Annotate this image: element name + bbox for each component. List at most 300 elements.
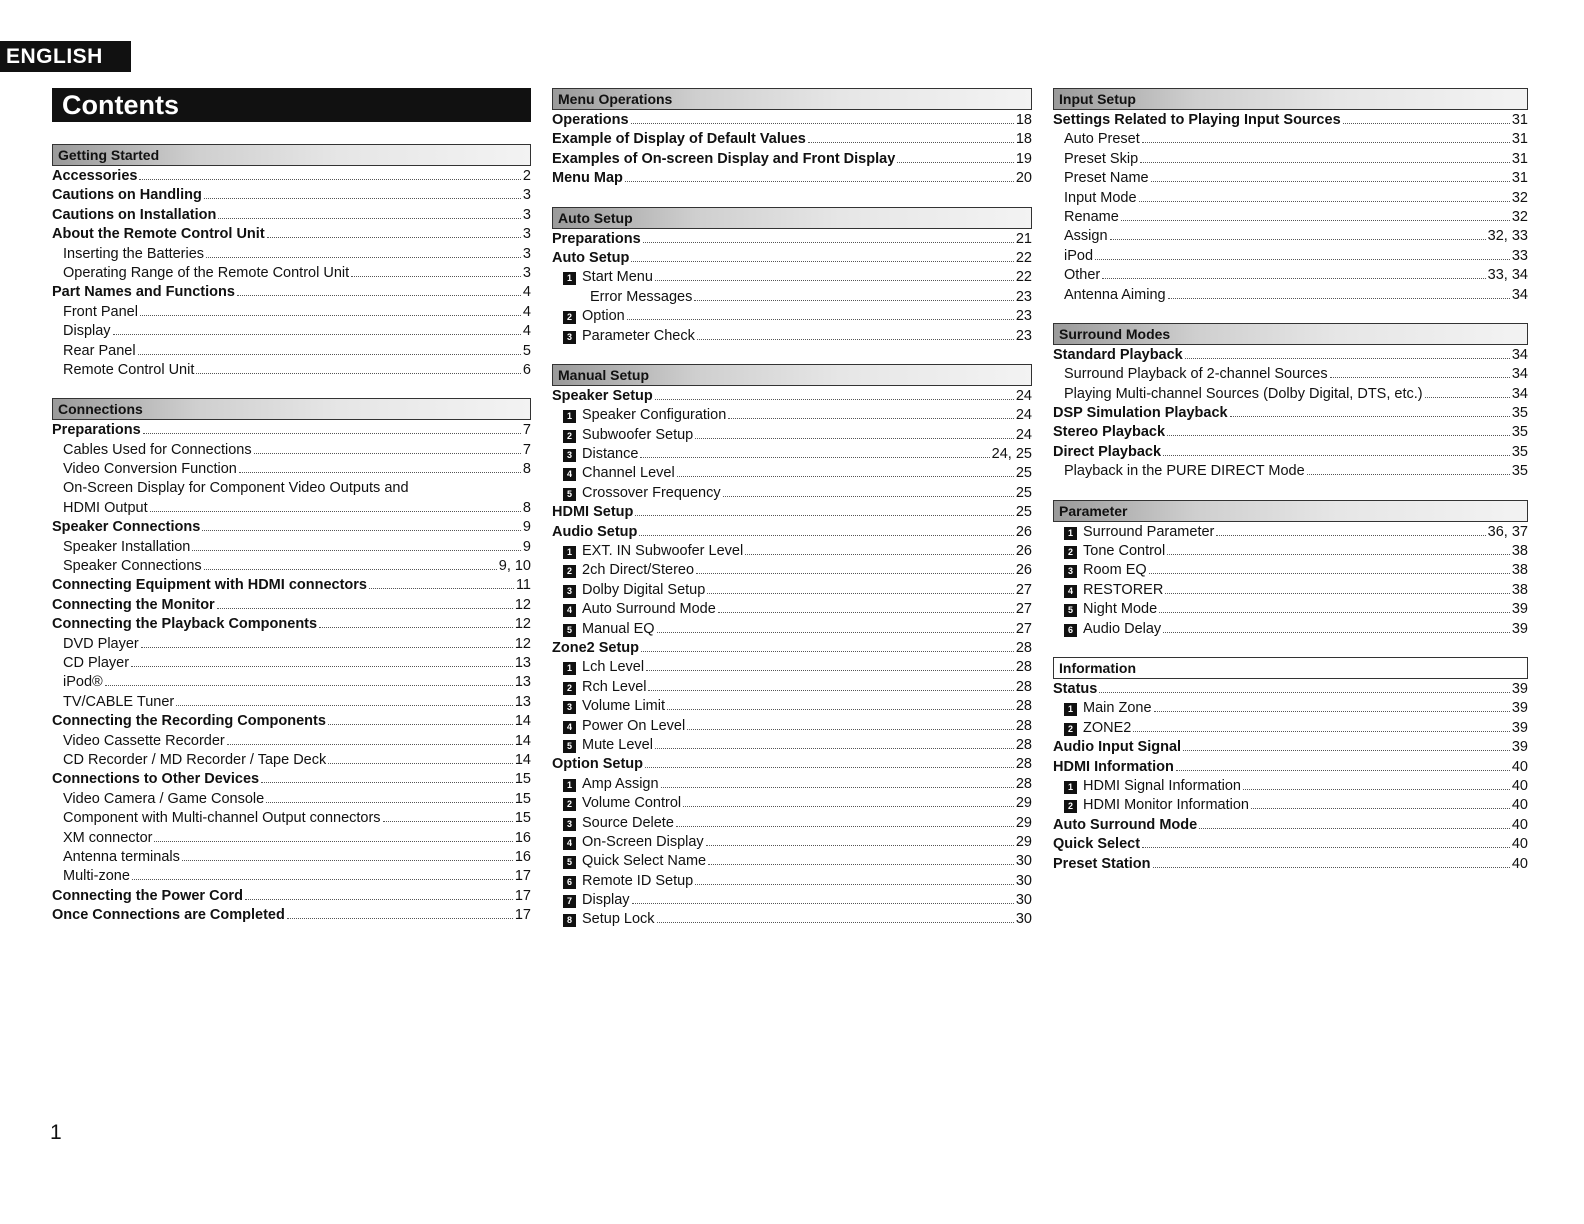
section-heading: Connections — [52, 398, 531, 420]
dot-leader — [640, 446, 989, 458]
toc-entry-label: Volume Limit — [582, 698, 666, 715]
toc-entry-page: 38 — [1511, 543, 1528, 560]
toc-entry — [52, 226, 531, 245]
toc-entry — [552, 543, 1032, 562]
toc-entry-label: Zone2 Setup — [552, 639, 640, 656]
dot-leader — [217, 597, 513, 609]
item-number-badge: 1 — [1064, 703, 1077, 716]
toc-entry — [552, 269, 1032, 288]
toc-entry-page: 13 — [514, 693, 531, 710]
toc-entry-label: TV/CABLE Tuner — [63, 693, 175, 710]
toc-entry-page: 33 — [1511, 247, 1528, 264]
toc-entry-label: Audio Delay — [1083, 620, 1162, 637]
dot-leader — [1095, 248, 1510, 260]
toc-entry — [1053, 267, 1528, 286]
toc-entry-page: 21 — [1015, 230, 1032, 247]
toc-entry-page: 3 — [522, 264, 531, 281]
toc-entry-label: HDMI Monitor Information — [1083, 797, 1249, 814]
toc-entry-label: Speaker Installation — [63, 538, 191, 555]
dot-leader — [1183, 739, 1510, 751]
toc-entry-label: DSP Simulation Playback — [1053, 405, 1228, 422]
toc-entry-label: Connections to Other Devices — [52, 771, 260, 788]
toc-entry — [52, 868, 531, 887]
toc-entry-page: 28 — [1015, 698, 1032, 715]
toc-entry-page: 28 — [1015, 678, 1032, 695]
toc-entry-label: Remote Control Unit — [63, 361, 195, 378]
toc-entry-label: Option Setup — [552, 756, 644, 773]
toc-entry-label: HDMI Output — [63, 499, 148, 516]
toc-entry — [1053, 543, 1528, 562]
toc-entry — [552, 776, 1032, 795]
toc-entry-page: 5 — [522, 342, 531, 359]
dot-leader — [202, 519, 521, 531]
toc-entry-page: 16 — [514, 848, 531, 865]
section-menu-operations — [552, 88, 1032, 190]
dot-leader — [655, 388, 1014, 400]
toc-entry-label: Cautions on Installation — [52, 206, 217, 223]
toc-entry-label: Source Delete — [582, 814, 674, 831]
toc-entry — [1053, 209, 1528, 228]
dot-leader — [728, 407, 1014, 419]
dot-leader — [227, 733, 513, 745]
item-number-badge: 2 — [563, 430, 576, 443]
dot-leader — [150, 500, 521, 512]
toc-entry-page: 40 — [1511, 836, 1528, 853]
toc-entry-label: 2ch Direct/Stereo — [582, 562, 695, 579]
toc-entry-label: Connecting the Recording Components — [52, 713, 326, 730]
dot-leader — [643, 231, 1014, 243]
toc-entry-page: 4 — [522, 323, 531, 340]
toc-entry-label: Mute Level — [582, 736, 653, 753]
toc-entry-label: Auto Preset — [1064, 131, 1140, 148]
item-number-badge: 2 — [1064, 546, 1077, 559]
toc-entry-label: Error Messages — [590, 288, 693, 305]
toc-entry — [52, 636, 531, 655]
dot-leader — [1121, 209, 1510, 221]
toc-entry — [1053, 386, 1528, 405]
toc-entry-label: Playing Multi-channel Sources (Dolby Digital, DTS, etc.) — [1064, 385, 1423, 402]
toc-entry-page: 26 — [1015, 562, 1032, 579]
toc-entry-label: Stereo Playback — [1053, 424, 1166, 441]
dot-leader — [1216, 524, 1485, 536]
toc-entry-label: Speaker Connections — [63, 558, 202, 575]
item-number-badge: 4 — [563, 837, 576, 850]
toc-entry-page: 38 — [1511, 562, 1528, 579]
toc-entry-page: 28 — [1015, 639, 1032, 656]
toc-entry — [52, 168, 531, 187]
toc-entry-label: Cautions on Handling — [52, 187, 202, 204]
toc-entry — [552, 446, 1032, 465]
toc-entry — [52, 830, 531, 849]
toc-entry — [52, 674, 531, 693]
toc-entry-page: 35 — [1511, 443, 1528, 460]
toc-entry-label: About the Remote Control Unit — [52, 226, 265, 243]
toc-entry-page: 28 — [1015, 717, 1032, 734]
dot-leader — [635, 504, 1014, 516]
dot-leader — [1102, 267, 1485, 279]
toc-entry — [1053, 366, 1528, 385]
dot-leader — [706, 834, 1014, 846]
toc-entry-label: Quick Select Name — [582, 853, 707, 870]
dot-leader — [657, 911, 1014, 923]
toc-entry-label: Accessories — [52, 168, 138, 184]
dot-leader — [1154, 700, 1510, 712]
toc-entry-page: 39 — [1511, 680, 1528, 697]
toc-entry — [1053, 524, 1528, 543]
dot-leader — [132, 868, 513, 880]
toc-entry — [552, 640, 1032, 659]
toc-entry-page: 3 — [522, 226, 531, 243]
toc-entry — [1053, 778, 1528, 797]
dot-leader — [204, 187, 521, 199]
toc-entry-label: HDMI Signal Information — [1083, 777, 1241, 794]
toc-entry — [1053, 151, 1528, 170]
toc-entry-page: 3 — [522, 187, 531, 204]
item-number-badge: 3 — [563, 331, 576, 344]
toc-entry-page: 4 — [522, 303, 531, 320]
toc-entry — [1053, 739, 1528, 758]
toc-entry-page: 4 — [522, 284, 531, 301]
dot-leader — [655, 737, 1014, 749]
toc-entry — [52, 907, 531, 926]
toc-entry — [1053, 817, 1528, 836]
toc-entry — [552, 892, 1032, 911]
toc-entry — [1053, 444, 1528, 463]
toc-entry — [52, 539, 531, 558]
toc-entry-page: 30 — [1015, 892, 1032, 909]
toc-entry-label: Operations — [552, 112, 629, 128]
toc-entry — [52, 577, 531, 596]
toc-entry-page: 28 — [1015, 775, 1032, 792]
toc-entry — [52, 323, 531, 342]
toc-entry-page: 22 — [1015, 269, 1032, 286]
toc-entry-label: iPod® — [63, 674, 103, 691]
toc-entry-label: iPod — [1064, 247, 1094, 264]
dot-leader — [1243, 778, 1510, 790]
toc-entry-page: 31 — [1511, 131, 1528, 148]
toc-entry — [52, 442, 531, 461]
toc-entry — [52, 655, 531, 674]
toc-entry-label: Main Zone — [1083, 700, 1152, 717]
dot-leader — [1149, 562, 1510, 574]
toc-entry — [1053, 190, 1528, 209]
toc-entry — [1053, 562, 1528, 581]
dot-leader — [1159, 601, 1510, 613]
toc-entry-label: Other — [1064, 267, 1101, 284]
item-number-badge: 5 — [563, 624, 576, 637]
toc-entry-label: Antenna Aiming — [1064, 286, 1166, 303]
item-number-badge: 2 — [1064, 723, 1077, 736]
toc-entry-label: Night Mode — [1083, 601, 1158, 618]
toc-entry-page: 39 — [1511, 601, 1528, 618]
toc-entry — [52, 343, 531, 362]
dot-leader — [1307, 463, 1510, 475]
item-number-badge: 1 — [563, 410, 576, 423]
toc-entry-page: 17 — [514, 907, 531, 924]
toc-entry-label: Display — [582, 892, 630, 909]
toc-entry-page: 12 — [514, 616, 531, 633]
toc-entry-page: 39 — [1511, 719, 1528, 736]
toc-entry — [1053, 131, 1528, 150]
toc-entry-label: Video Conversion Function — [63, 461, 237, 478]
toc-entry-page: 28 — [1015, 659, 1032, 676]
toc-entry-page: 25 — [1015, 465, 1032, 482]
toc-entry — [1053, 424, 1528, 443]
item-number-badge: 5 — [1064, 604, 1077, 617]
toc-entry-label: Rear Panel — [63, 342, 136, 359]
toc-entry — [1053, 405, 1528, 424]
toc-entry — [52, 713, 531, 732]
toc-entry-label: Preset Name — [1064, 170, 1149, 187]
toc-entry-page: 8 — [522, 499, 531, 516]
dot-leader — [1343, 112, 1510, 124]
item-number-badge: 4 — [563, 468, 576, 481]
toc-entry — [552, 873, 1032, 892]
toc-entry-page: 14 — [514, 713, 531, 730]
toc-entry — [552, 795, 1032, 814]
toc-entry — [52, 284, 531, 303]
toc-entry-label: Settings Related to Playing Input Sources — [1053, 112, 1341, 128]
dot-leader — [1140, 151, 1510, 163]
page-title: Contents — [52, 88, 531, 122]
toc-entry-page: 11 — [515, 577, 531, 594]
toc-entry — [552, 911, 1032, 930]
toc-entry-page: 40 — [1511, 777, 1528, 794]
toc-entry-page: 35 — [1511, 463, 1528, 480]
item-number-badge: 1 — [563, 546, 576, 559]
toc-entry-page: 40 — [1511, 758, 1528, 775]
toc-entry-label: Option — [582, 308, 625, 325]
dot-leader — [1163, 444, 1510, 456]
toc-entry-label: Audio Setup — [552, 523, 638, 540]
dot-leader — [696, 562, 1014, 574]
toc-entry-label: HDMI Setup — [552, 504, 634, 521]
section-heading: Information — [1053, 657, 1528, 679]
item-number-badge: 3 — [1064, 565, 1077, 578]
item-number-badge: 5 — [563, 488, 576, 501]
toc-entry — [552, 465, 1032, 484]
dot-leader — [1133, 720, 1510, 732]
toc-entry — [552, 737, 1032, 756]
contents-column-3 — [1053, 88, 1528, 892]
toc-entry-label: Example of Display of Default Values — [552, 131, 806, 148]
section-heading: Getting Started — [52, 144, 531, 166]
dot-leader — [239, 461, 521, 473]
toc-entry-page: 26 — [1015, 523, 1032, 540]
dot-leader — [641, 640, 1014, 652]
toc-entry-label: HDMI Information — [1053, 758, 1174, 775]
dot-leader — [237, 284, 521, 296]
dot-leader — [676, 815, 1014, 827]
toc-entry-label: On-Screen Display for Component Video Outputs and — [63, 480, 409, 497]
dot-leader — [707, 582, 1014, 594]
dot-leader — [631, 112, 1014, 124]
dot-leader — [695, 873, 1014, 885]
toc-entry-label: Inserting the Batteries — [63, 245, 205, 262]
dot-leader — [808, 131, 1014, 143]
toc-entry-page: 15 — [514, 790, 531, 807]
toc-entry-page: 30 — [1015, 911, 1032, 928]
dot-leader — [1110, 228, 1486, 240]
toc-entry — [552, 328, 1032, 347]
dot-leader — [1167, 424, 1510, 436]
toc-entry-page: 29 — [1015, 795, 1032, 812]
dot-leader — [627, 308, 1014, 320]
toc-entry — [552, 853, 1032, 872]
toc-entry-label: Menu Map — [552, 170, 623, 187]
toc-entry — [552, 718, 1032, 737]
section-heading: Menu Operations — [552, 88, 1032, 110]
item-number-badge: 3 — [563, 449, 576, 462]
toc-entry-label: Preparations — [52, 422, 141, 439]
toc-entry-page: 27 — [1015, 601, 1032, 618]
toc-entry-label: Power On Level — [582, 717, 686, 734]
toc-entry — [552, 407, 1032, 426]
toc-entry-page: 35 — [1511, 424, 1528, 441]
section-information — [1053, 657, 1528, 875]
dot-leader — [1142, 836, 1510, 848]
toc-entry — [552, 524, 1032, 543]
toc-entry-label: Operating Range of the Remote Control Unit — [63, 264, 350, 281]
item-number-badge: 6 — [563, 876, 576, 889]
section-input-setup — [1053, 88, 1528, 306]
toc-entry — [1053, 759, 1528, 778]
dot-leader — [383, 810, 513, 822]
toc-entry-label: Input Mode — [1064, 189, 1137, 206]
toc-entry-page: 33, 34 — [1487, 267, 1528, 284]
toc-entry-label: Dolby Digital Setup — [582, 581, 706, 598]
toc-entry — [552, 504, 1032, 523]
toc-entry-page: 35 — [1511, 405, 1528, 422]
toc-entry-page: 14 — [514, 751, 531, 768]
dot-leader — [319, 616, 513, 628]
toc-entry-page: 31 — [1511, 170, 1528, 187]
dot-leader — [176, 694, 513, 706]
toc-entry — [1053, 836, 1528, 855]
dot-leader — [677, 465, 1014, 477]
dot-leader — [369, 577, 514, 589]
toc-entry — [1053, 248, 1528, 267]
toc-entry — [52, 246, 531, 265]
toc-entry-label: CD Player — [63, 654, 130, 671]
dot-leader — [139, 168, 520, 180]
toc-entry — [52, 733, 531, 752]
toc-entry-label: Preparations — [552, 230, 641, 247]
toc-entry-page: 31 — [1511, 112, 1528, 128]
toc-entry-page: 23 — [1015, 308, 1032, 325]
toc-entry-page: 34 — [1511, 366, 1528, 383]
toc-entry-label: Speaker Configuration — [582, 407, 727, 424]
dot-leader — [206, 246, 521, 258]
item-number-badge: 3 — [563, 818, 576, 831]
language-tab: ENGLISH — [0, 41, 131, 72]
toc-entry-label: Quick Select — [1053, 836, 1141, 853]
item-number-badge: 3 — [563, 585, 576, 598]
toc-entry — [552, 562, 1032, 581]
toc-entry-label: Front Panel — [63, 303, 138, 320]
toc-entry — [552, 756, 1032, 775]
toc-entry-page: 26 — [1015, 543, 1032, 560]
item-number-badge: 1 — [1064, 527, 1077, 540]
toc-entry-label: Once Connections are Completed — [52, 907, 285, 924]
toc-entry-page: 3 — [522, 206, 531, 223]
toc-entry — [1053, 463, 1528, 482]
toc-entry — [1053, 112, 1528, 131]
toc-entry — [52, 187, 531, 206]
toc-entry-page: 24 — [1015, 387, 1032, 404]
toc-entry-page: 3 — [522, 245, 531, 262]
toc-entry — [52, 362, 531, 381]
toc-entry-page: 9 — [522, 519, 531, 536]
toc-entry-page: 34 — [1511, 346, 1528, 363]
toc-entry-page: 34 — [1511, 385, 1528, 402]
dot-leader — [261, 771, 513, 783]
item-number-badge: 2 — [563, 565, 576, 578]
dot-leader — [1168, 287, 1510, 299]
toc-entry-label: Standard Playback — [1053, 346, 1183, 363]
toc-entry — [52, 422, 531, 441]
toc-entry-page: 36, 37 — [1487, 523, 1528, 540]
toc-entry-label: Tone Control — [1083, 543, 1166, 560]
dot-leader — [648, 679, 1013, 691]
toc-entry-page: 29 — [1015, 833, 1032, 850]
dot-leader — [1167, 543, 1510, 555]
dot-leader — [723, 485, 1014, 497]
toc-entry — [552, 170, 1032, 189]
toc-entry-label: Video Camera / Game Console — [63, 790, 265, 807]
toc-entry-page: 14 — [514, 732, 531, 749]
section-heading: Input Setup — [1053, 88, 1528, 110]
toc-entry — [1053, 621, 1528, 640]
toc-entry-label: Crossover Frequency — [582, 484, 721, 501]
dot-leader — [667, 698, 1014, 710]
toc-entry — [552, 250, 1032, 269]
dot-leader — [661, 776, 1014, 788]
toc-entry-label: Distance — [582, 446, 639, 463]
toc-entry-page: 40 — [1511, 816, 1528, 833]
item-number-badge: 8 — [563, 914, 576, 927]
dot-leader — [646, 659, 1014, 671]
toc-entry-label: Antenna terminals — [63, 848, 180, 865]
section-heading: Manual Setup — [552, 364, 1032, 386]
contents-column-2 — [552, 88, 1032, 948]
toc-entry-page: 16 — [514, 829, 531, 846]
toc-entry — [1053, 347, 1528, 366]
section-manual-setup — [552, 364, 1032, 931]
item-number-badge: 1 — [563, 779, 576, 792]
toc-entry-label: Status — [1053, 680, 1098, 697]
toc-entry-label: Rename — [1064, 208, 1119, 225]
toc-entry — [52, 207, 531, 226]
item-number-badge: 7 — [563, 895, 576, 908]
toc-entry-page: 31 — [1511, 150, 1528, 167]
toc-entry-label: ZONE2 — [1083, 719, 1132, 736]
item-number-badge: 3 — [563, 701, 576, 714]
dot-leader — [1176, 759, 1510, 771]
item-number-badge: 5 — [563, 856, 576, 869]
toc-entry-label: Examples of On-screen Display and Front Display — [552, 150, 896, 167]
dot-leader — [267, 226, 521, 238]
dot-leader — [113, 323, 521, 335]
dot-leader — [192, 539, 521, 551]
toc-entry — [552, 231, 1032, 250]
toc-entry — [552, 582, 1032, 601]
item-number-badge: 2 — [563, 682, 576, 695]
toc-entry-page: 22 — [1015, 249, 1032, 266]
toc-entry-label: Multi-zone — [63, 868, 130, 885]
toc-entry-page: 24 — [1015, 407, 1032, 424]
toc-entry-page: 32 — [1511, 189, 1528, 206]
